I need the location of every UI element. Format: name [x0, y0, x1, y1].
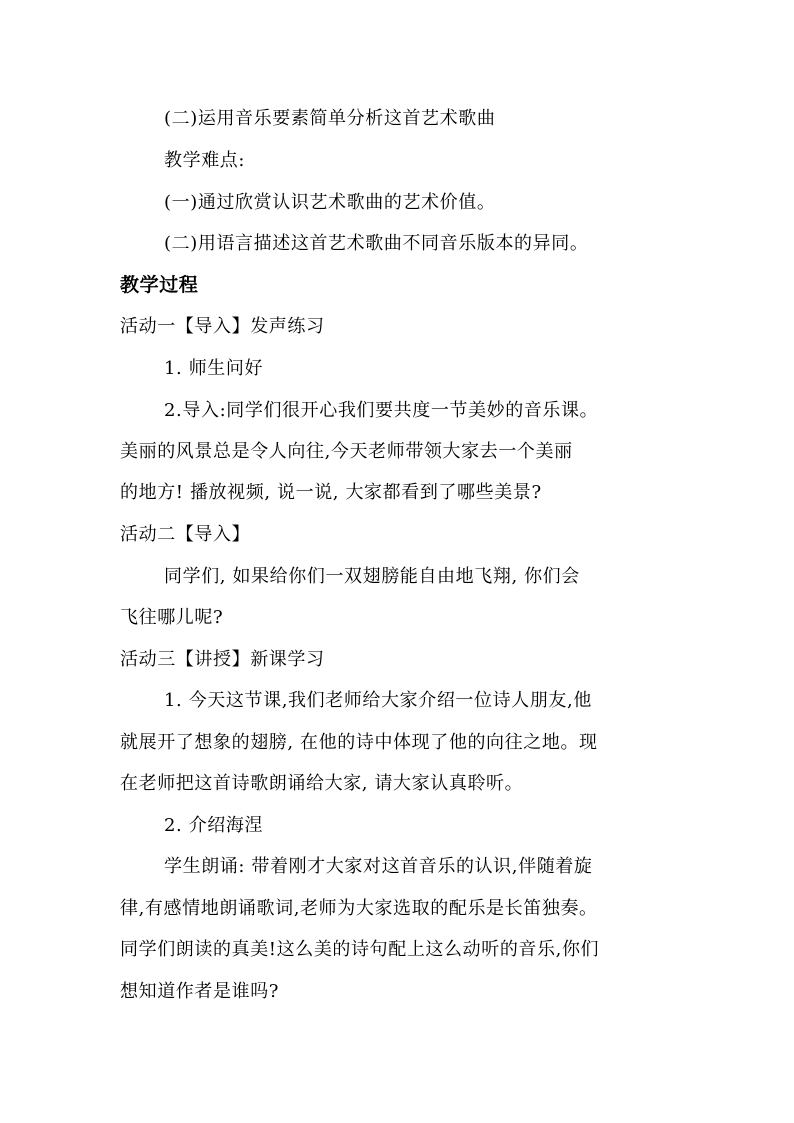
activity-heading: 活动三【讲授】新课学习	[120, 649, 325, 670]
text-line: (二)运用音乐要素简单分析这首艺术歌曲	[164, 108, 496, 129]
text-line: (二)用语言描述这首艺术歌曲不同音乐版本的异同。	[164, 233, 589, 254]
activity-heading: 活动二【导入】	[120, 524, 251, 545]
text-line: 2.导入:同学们很开心我们要共度一节美妙的音乐课。	[164, 400, 599, 421]
text-line: 美丽的风景总是令人向往,今天老师带领大家去一个美丽	[120, 441, 573, 462]
text-line: 的地方! 播放视频, 说一说, 大家都看到了哪些美景?	[120, 482, 542, 503]
text-line: 同学们, 如果给你们一双翅膀能自由地飞翔, 你们会	[164, 566, 580, 587]
text-line: (一)通过欣赏认识艺术歌曲的艺术价值。	[164, 192, 496, 213]
text-line: 1. 师生问好	[164, 358, 264, 379]
text-line: 想知道作者是谁吗?	[120, 981, 280, 1002]
text-line: 同学们朗读的真美!这么美的诗句配上这么动听的音乐,你们	[120, 939, 600, 960]
text-line: 教学难点:	[164, 150, 246, 171]
text-line: 2. 介绍海涅	[164, 815, 264, 836]
text-line: 飞往哪儿呢?	[120, 607, 224, 628]
text-line: 1. 今天这节课,我们老师给大家介绍一位诗人朋友,他	[164, 690, 592, 711]
text-line: 学生朗诵: 带着刚才大家对这首音乐的认识,伴随着旋	[164, 856, 593, 877]
text-line: 律,有感情地朗诵歌词,老师为大家选取的配乐是长笛独奏。	[120, 898, 598, 919]
section-heading: 教学过程	[120, 274, 199, 296]
text-line: 就展开了想象的翅膀, 在他的诗中体现了他的向往之地。现	[120, 732, 598, 753]
activity-heading: 活动一【导入】发声练习	[120, 316, 325, 337]
text-line: 在老师把这首诗歌朗诵给大家, 请大家认真聆听。	[120, 773, 524, 794]
